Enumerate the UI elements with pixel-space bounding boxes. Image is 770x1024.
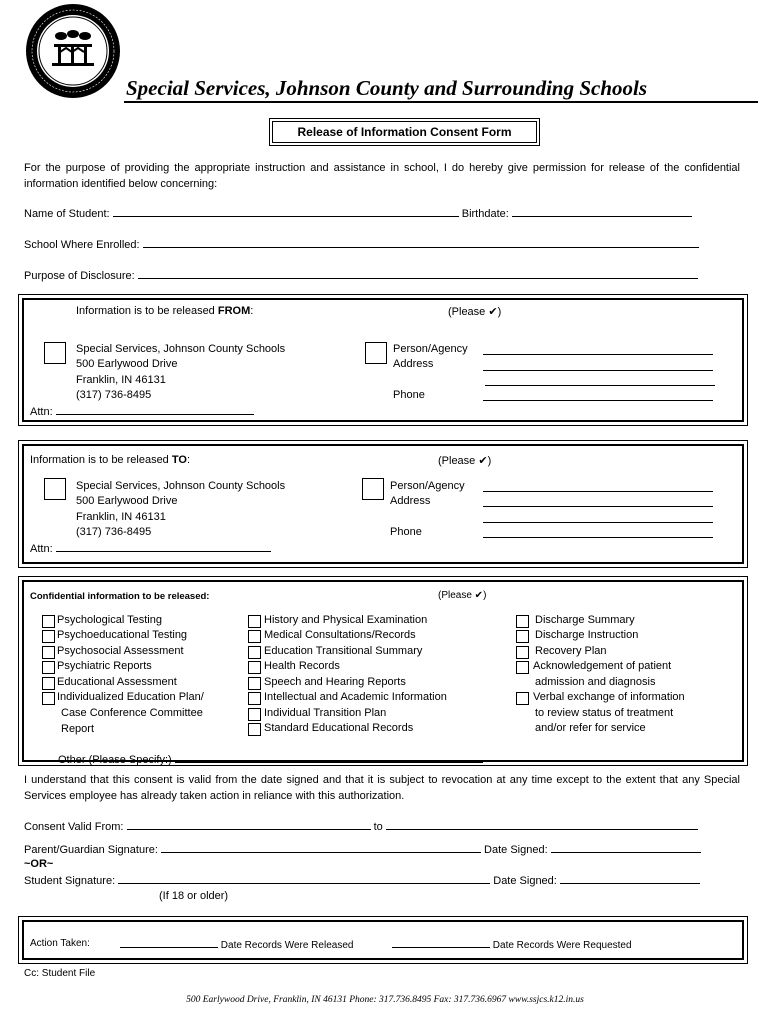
acknowledgement-label: Acknowledgement of patient [533, 660, 672, 672]
transition-plan-checkbox[interactable] [248, 708, 261, 721]
psychoed-testing-label: Psychoeducational Testing [57, 629, 188, 641]
verbal-exchange-checkbox[interactable] [516, 692, 529, 705]
released-row [120, 938, 353, 951]
parent-signature-row [24, 843, 701, 856]
valid-from-label: Consent Valid From: [24, 821, 124, 833]
acknowledgement-label-cont: admission and diagnosis [535, 676, 656, 688]
parent-signature-label: Parent/Guardian Signature: [24, 844, 158, 856]
medical-consult-label: Medical Consultations/Records [264, 629, 416, 641]
school-row [24, 238, 699, 251]
other-label: Other (Please Specify:) [58, 754, 172, 766]
to-address-field-2[interactable] [483, 513, 713, 523]
from-phone-field[interactable] [483, 391, 713, 401]
educational-assessment-label: Educational Assessment [57, 676, 177, 688]
student-signature-label: Student Signature: [24, 875, 116, 887]
student-signature-row [24, 874, 700, 887]
from-address-line: 500 Earlywood Drive [76, 358, 178, 370]
from-person-field[interactable] [483, 345, 713, 355]
to-attn-field[interactable] [56, 542, 271, 552]
to-address-line: Special Services, Johnson County Schools [76, 480, 286, 492]
to-please-check: (Please ✔) [438, 455, 492, 467]
if18-label: (If 18 or older) [159, 890, 229, 902]
discharge-summary-label: Discharge Summary [535, 614, 635, 626]
ed-transitional-label: Education Transitional Summary [264, 645, 423, 657]
school-seal-logo [24, 2, 122, 100]
from-address-label: Address [393, 358, 434, 370]
iep-label-cont: Case Conference Committee [61, 707, 203, 719]
educational-assessment-checkbox[interactable] [42, 677, 55, 690]
student-name-field[interactable] [113, 207, 459, 217]
discharge-instruction-checkbox[interactable] [516, 630, 529, 643]
name-label: Name of Student: [24, 208, 110, 220]
to-address-line: 500 Earlywood Drive [76, 495, 178, 507]
requested-date-field[interactable] [392, 938, 490, 948]
from-phone-label: Phone [393, 389, 425, 401]
intellectual-academic-label: Intellectual and Academic Information [264, 691, 447, 703]
from-heading: Information is to be released FROM: [76, 305, 254, 317]
intro-text: For the purpose of providing the appropriate instruction and assistance in school, I do hereby give permission for release of the confidential information identified below concerning: [24, 162, 740, 190]
verbal-exchange-label-cont: to review status of treatment [535, 707, 674, 719]
valid-to-label: to [373, 821, 383, 833]
student-date-field[interactable] [560, 874, 700, 884]
to-address-field[interactable] [483, 497, 713, 507]
other-field[interactable] [175, 753, 483, 763]
purpose-label: Purpose of Disclosure: [24, 270, 135, 282]
from-attn-field[interactable] [56, 405, 254, 415]
from-address-field[interactable] [483, 361, 713, 371]
psychosocial-label: Psychosocial Assessment [57, 645, 184, 657]
released-date-field[interactable] [120, 938, 218, 948]
from-address-line: (317) 736-8495 [76, 389, 152, 401]
to-address-line: Franklin, IN 46131 [76, 511, 166, 523]
school-label: School Where Enrolled: [24, 239, 140, 251]
purpose-field[interactable] [138, 269, 698, 279]
standard-records-label: Standard Educational Records [264, 722, 414, 734]
requested-label: Date Records Were Requested [492, 940, 632, 951]
from-ssjcs-checkbox[interactable] [44, 342, 66, 364]
parent-date-field[interactable] [551, 843, 701, 853]
to-person-label: Person/Agency [390, 480, 465, 492]
cc-line: Cc: Student File [24, 968, 96, 979]
to-phone-field[interactable] [483, 528, 713, 538]
verbal-exchange-label: Verbal exchange of information [533, 691, 685, 703]
health-records-label: Health Records [264, 660, 340, 672]
psychoed-testing-checkbox[interactable] [42, 630, 55, 643]
speech-hearing-checkbox[interactable] [248, 677, 261, 690]
to-address-label: Address [390, 495, 431, 507]
requested-row [392, 938, 632, 951]
history-physical-checkbox[interactable] [248, 615, 261, 628]
from-address-field-2[interactable] [485, 376, 715, 386]
psych-testing-label: Psychological Testing [57, 614, 162, 626]
psychosocial-checkbox[interactable] [42, 646, 55, 659]
school-field[interactable] [143, 238, 699, 248]
to-person-field[interactable] [483, 482, 713, 492]
valid-from-field[interactable] [127, 820, 371, 830]
from-attn-row [30, 405, 254, 418]
form-title: Release of Information Consent Form [272, 121, 537, 143]
to-ssjcs-checkbox[interactable] [44, 478, 66, 500]
from-address-line: Special Services, Johnson County Schools [76, 343, 286, 355]
health-records-checkbox[interactable] [248, 661, 261, 674]
to-phone-label: Phone [390, 526, 422, 538]
footer-contact: 500 Earlywood Drive, Franklin, IN 46131 Phone: 317.736.8495 Fax: 317.736.6967 www.ssjcs.k12.in.us [186, 995, 584, 1005]
speech-hearing-label: Speech and Hearing Reports [264, 676, 406, 688]
parent-date-label: Date Signed: [484, 844, 548, 856]
intellectual-academic-checkbox[interactable] [248, 692, 261, 705]
to-attn-label: Attn: [30, 543, 53, 555]
psych-testing-checkbox[interactable] [42, 615, 55, 628]
birthdate-label: Birthdate: [461, 208, 509, 220]
released-label: Date Records Were Released [220, 940, 354, 951]
transition-plan-label: Individual Transition Plan [264, 707, 387, 719]
to-agency-checkbox[interactable] [362, 478, 384, 500]
birthdate-field[interactable] [512, 207, 692, 217]
title-divider [124, 101, 758, 103]
to-address-line: (317) 736-8495 [76, 526, 152, 538]
student-date-label: Date Signed: [493, 875, 557, 887]
iep-label-cont: Report [61, 723, 95, 735]
ed-transitional-checkbox[interactable] [248, 646, 261, 659]
consent-text: I understand that this consent is valid from the date signed and that it is subject to revocation at any time except to the extent that any Special Services employee has already taken action in reliance with this authorization. [24, 774, 740, 802]
psychiatric-checkbox[interactable] [42, 661, 55, 674]
iep-label: Individualized Education Plan/ [57, 691, 204, 703]
or-label: ~OR~ [24, 858, 54, 870]
page-title: Special Services, Johnson County and Surrounding Schools [126, 76, 648, 100]
name-row [24, 207, 692, 220]
verbal-exchange-label-cont: and/or refer for service [535, 722, 646, 734]
standard-records-checkbox[interactable] [248, 723, 261, 736]
recovery-plan-checkbox[interactable] [516, 646, 529, 659]
other-row [58, 753, 483, 766]
action-taken-label: Action Taken: [30, 938, 90, 949]
purpose-row [24, 269, 698, 282]
from-attn-label: Attn: [30, 406, 53, 418]
from-address-line: Franklin, IN 46131 [76, 374, 166, 386]
from-please-check: (Please ✔) [448, 306, 502, 318]
from-person-label: Person/Agency [393, 343, 468, 355]
medical-consult-checkbox[interactable] [248, 630, 261, 643]
to-attn-row [30, 542, 271, 555]
to-heading: Information is to be released TO: [30, 454, 190, 466]
acknowledgement-checkbox[interactable] [516, 661, 529, 674]
confidential-please-check: (Please ✔) [438, 590, 487, 601]
valid-to-field[interactable] [386, 820, 698, 830]
discharge-summary-checkbox[interactable] [516, 615, 529, 628]
confidential-heading: Confidential information to be released: [30, 591, 210, 602]
history-physical-label: History and Physical Examination [264, 614, 428, 626]
valid-from-row [24, 820, 698, 833]
psychiatric-label: Psychiatric Reports [57, 660, 152, 672]
student-signature-field[interactable] [118, 874, 490, 884]
discharge-instruction-label: Discharge Instruction [535, 629, 639, 641]
parent-signature-field[interactable] [161, 843, 481, 853]
from-agency-checkbox[interactable] [365, 342, 387, 364]
recovery-plan-label: Recovery Plan [535, 645, 607, 657]
iep-checkbox[interactable] [42, 692, 55, 705]
